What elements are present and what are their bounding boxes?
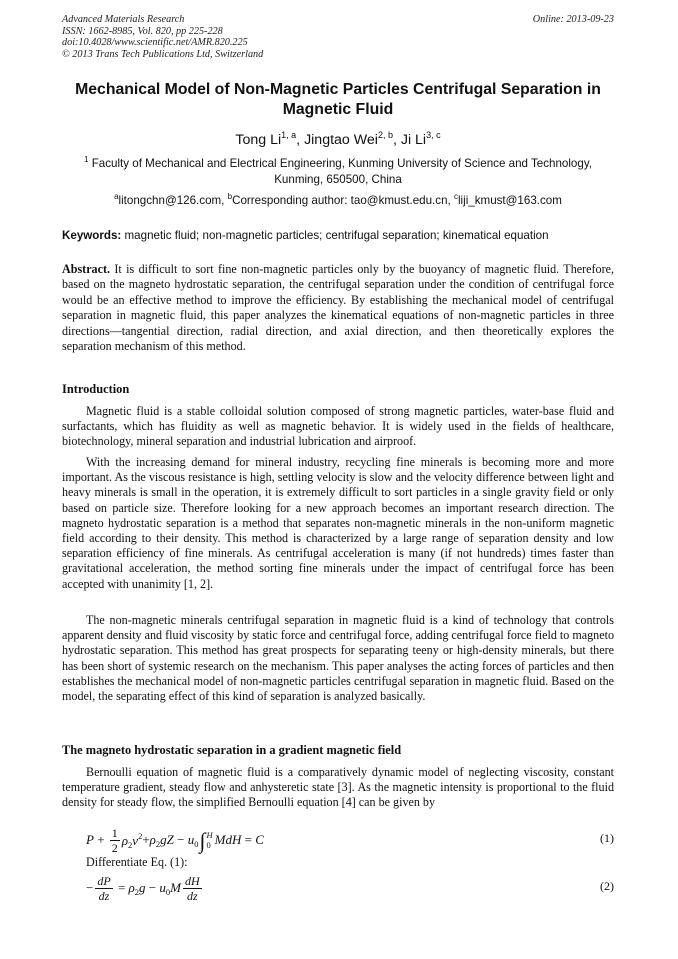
online-date: Online: 2013-09-23 (532, 14, 614, 25)
equation-2-body: − $\frac{dP}{dz}$ = $\rho_2g$ − $u_0M$ $\frac{dH}{dz}$ (86, 873, 200, 903)
email-c[interactable]: liji_kmust@163.com (457, 194, 562, 207)
section-heading-introduction: Introduction (62, 382, 130, 396)
abstract-text: It is difficult to sort fine non-magnetic particles only by the buoyancy of magnetic fluid. Therefore, based on the magneto hydrostatic separation, the centrifugal separation under the condition of centrifugal force would be an effective method to improve the efficiency. By establishing the mechanical model of centrifugal separation in magnetic fluid, this paper analyzes the kinematical equations of non-magnetic particles in three directions—tangential direction, radial direction, and axial direction, and then theoretically explores the separation mechanism of this method. (62, 262, 615, 354)
equation-2 (86, 870, 614, 906)
copyright-line: © 2013 Trans Tech Publications Ltd, Switzerland (62, 48, 264, 60)
email-mark: a (114, 192, 119, 201)
doi-line[interactable]: doi:10.4028/www.scientific.net/AMR.820.225 (62, 37, 248, 49)
keywords (62, 229, 614, 243)
paragraph: Magnetic fluid is a stable colloidal solution composed of strong magnetic particles, water-base fluid and surfactants, which has fluidity as well as magnetic behavior. It is widely used in the fields of healthcare, biotechnology, mineral separation and industrial lubrication and airproof. (62, 404, 614, 449)
author-name: Jingtao Wei (304, 132, 378, 148)
email-line (62, 194, 614, 208)
differentiate-label: Differentiate Eq. (1): (86, 855, 188, 869)
abstract (62, 262, 614, 354)
keywords-text: magnetic fluid; non-magnetic particles; centrifugal separation; kinematical equation (124, 229, 549, 242)
issn-line: ISSN: 1662-8985, Vol. 820, pp 225-228 (62, 25, 223, 37)
author-mark: 1, a (281, 130, 297, 140)
paragraph: Bernoulli equation of magnetic fluid is a comparatively dynamic model of neglecting viscosity, constant temperature gradient, steady flow and anhysteretic state [3]. As the magnetic intensity is proportional to the fluid density for steady flow, the simplified Bernoulli equation [4] can be given by (62, 765, 614, 810)
affiliation-mark: 1 (84, 155, 89, 164)
equation-1-body: P + $\frac{1}{2}$ $\rho_2v^2$ + $\rho_2gZ$ − $u_0$ ∫ H 0 MdH = C (86, 825, 264, 855)
equation-1-number: (1) (600, 831, 614, 845)
paragraph: The non-magnetic minerals centrifugal separation in magnetic fluid is a kind of technology that controls apparent density and fluid viscosity by static force and centrifugal force, adding centrifugal force field to magneto hydrostatic separation. This method has great prospects for separating teeny or high-density minerals, but there has been short of systemic research on the mechanism. This paper analyses the acting forces of particles and then establishes the mechanical model of non-magnetic particles centrifugal separation in magnetic fluid. Based on the model, the separating effect of this kind of separation is analyzed basically. (62, 613, 614, 704)
abstract-label: Abstract. (62, 262, 111, 276)
paper-title: Mechanical Model of Non-Magnetic Particles Centrifugal Separation in Magnetic Fluid (75, 81, 601, 118)
author-mark: 2, b (377, 130, 393, 140)
email-mark: b (227, 192, 233, 201)
affiliation (62, 156, 614, 188)
author-name: Ji Li (400, 132, 427, 148)
journal-name: Advanced Materials Research (62, 14, 185, 25)
email-a[interactable]: litongchn@126.com, (118, 194, 225, 207)
author-list: Tong Li$^{1, a}$, Jingtao Wei$^{2, b}$, Ji Li$^{3, c}$ (235, 130, 441, 148)
affiliation-text: Faculty of Mechanical and Electrical Engineering, Kunming University of Science and Technology, Kunming, 650500, China (91, 157, 592, 186)
email-mark: c (453, 192, 458, 201)
author-name: Tong Li (235, 132, 282, 148)
author-mark: 3, c (426, 130, 441, 140)
equation-1 (86, 822, 614, 858)
equation-2-number: (2) (600, 879, 614, 893)
keywords-label: Keywords: (62, 229, 122, 242)
paragraph: With the increasing demand for mineral industry, recycling fine minerals is becoming more and more important. As the viscous resistance is high, settling velocity is slow and the velocity difference between light and heavy minerals is small in the operation, it is extremely difficult to sort particles in a single gravity field or only based on particle size. Therefore looking for a new approach becomes an important research direction. The magneto hydrostatic separation is a method that separates non-magnetic minerals in the non-uniform magnetic field according to their density. This method is characterized by a large range of separation density and low separation efficiency of fine minerals. As centrifugal acceleration is many (if not hundreds) times faster than gravitational acceleration, the method sorting fine minerals under the impact of centrifugal force has been accepted with unanimity [1, 2]. (62, 455, 614, 591)
email-b[interactable]: Corresponding author: tao@kmust.edu.cn, (232, 194, 451, 207)
journal-header (62, 14, 442, 60)
section-heading-magneto-hydrostatic: The magneto hydrostatic separation in a gradient magnetic field (62, 743, 402, 757)
